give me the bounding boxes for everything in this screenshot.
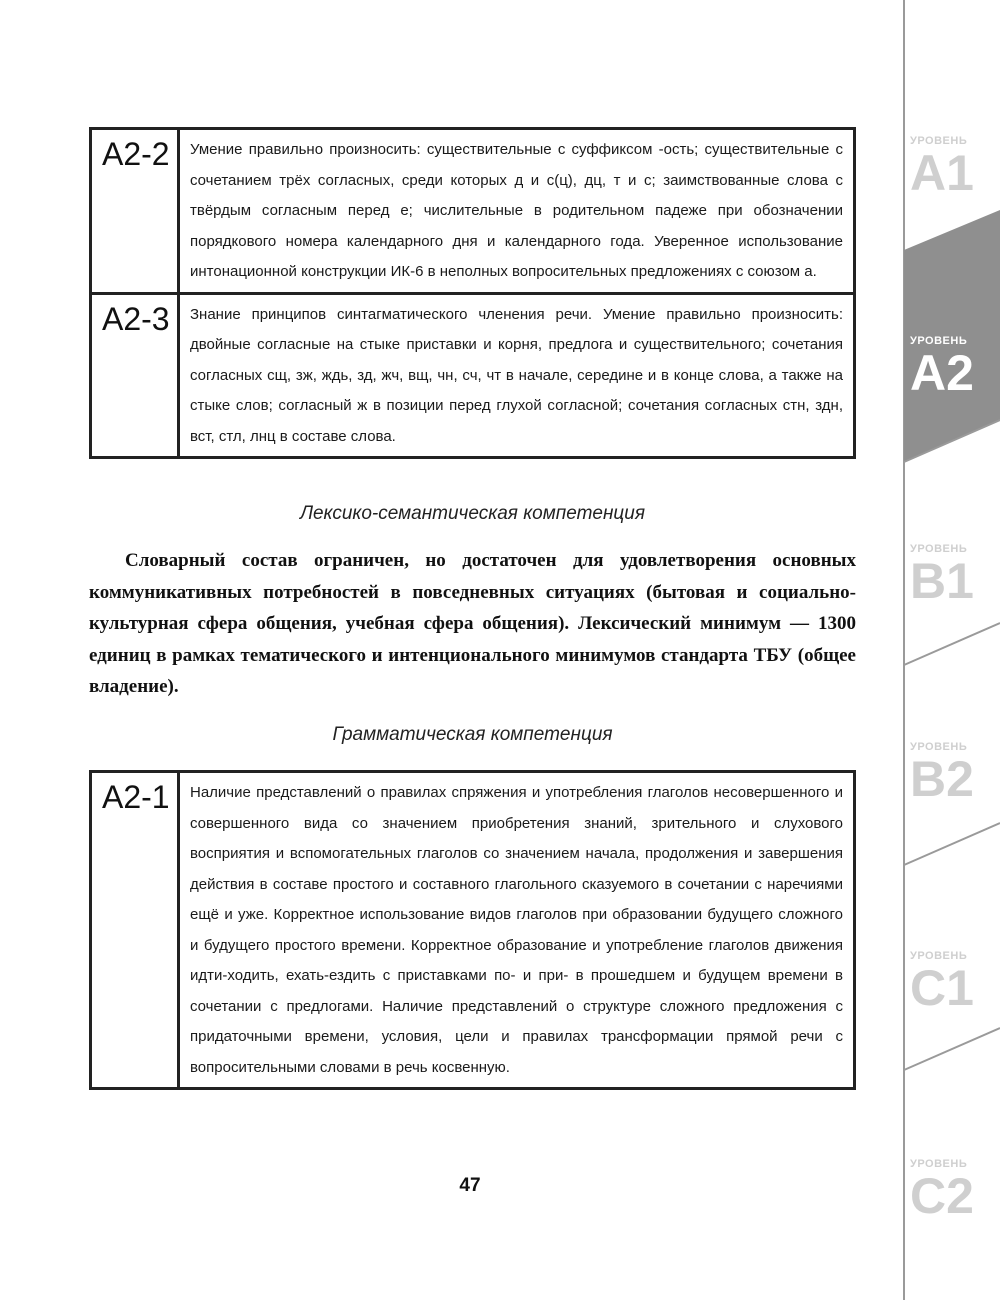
lexical-competence-heading: Лексико-семантическая компетенция xyxy=(299,503,646,524)
row-description: Наличие представлений о правилах спряжения и употребления глаголов несовершенного и совершенного вида со значением приобретения знаний, зрительного и слухового восприятия и вспомогательных глаголов со значением начала, продолжения и завершения действия в составе простого и составного глагольного сказуемого в сочетании с наречиями ещё и уже. Корректное использование видов глаголов при образовании будущего сложного и будущего простого времени. Корректное образование и употребление глаголов движения идти-ходить, ехать-ездить с приставками по- и при- в прошедшем и будущем времени в сочетании с предлогами. Наличие представлений о структуре сложного предложения с придаточными времени, условия, цели и правилах трансформации прямой речи с вопросительными словами в речь косвенную. xyxy=(179,772,855,1089)
row-code: A2-3 xyxy=(91,293,179,458)
level-tab-a2[interactable] xyxy=(910,335,1000,399)
table-row xyxy=(91,772,855,1089)
grammatical-competence-heading: Грамматическая компетенция xyxy=(332,724,613,745)
row-code: A2-2 xyxy=(91,129,179,294)
level-tab-b2[interactable] xyxy=(910,741,1000,805)
level-tab-caption: УРОВЕНЬ xyxy=(910,335,968,347)
level-tabs xyxy=(900,0,1000,1300)
level-tab-code: A2 xyxy=(910,345,974,401)
level-tab-code: C1 xyxy=(910,960,974,1016)
level-tab-code: A1 xyxy=(910,145,974,201)
vocabulary-paragraph: Словарный состав ограничен, но достаточен для удовлетворения основных коммуникативных потребностей в повседневных ситуациях (бытовая и социально-культурная сфера общения, учебная сфера общения). Лексический минимум — 1300 единиц в рамках тематического и интенционального минимумов стандарта ТБУ (общее владение). xyxy=(89,550,856,697)
table-row xyxy=(91,129,855,294)
row-description: Умение правильно произносить: существительные с суффиксом -ость; существительные с сочетанием трёх согласных, среди которых д и с(ц), дц, т и с; заимствованные слова с твёрдым согласным перед е; числительные в родительном падеже при обозначении порядкового номера календарного дня и календарного года. Уверенное использование интонационной конструкции ИК-6 в неполных вопросительных предложениях с союзом а. xyxy=(179,129,855,294)
level-tab-c1[interactable] xyxy=(910,950,1000,1014)
level-tab-caption: УРОВЕНЬ xyxy=(910,135,968,147)
table-row xyxy=(91,293,855,458)
tab-divider xyxy=(904,623,1000,665)
grammatical-competence-table xyxy=(89,770,856,1090)
level-tab-c2[interactable] xyxy=(910,1158,1000,1222)
level-tab-code: B1 xyxy=(910,553,974,609)
row-description: Знание принципов синтагматического членения речи. Умение правильно произносить: двойные согласные на стыке приставки и корня, предлога и существительного; сочетания согласных сщ, зж, ждь, зд, жч, вщ, чн, сч, чт в начале, середине и в конце слова, а также на стыке слов; согласный ж в позиции перед глухой согласной; сочетания согласных стн, здн, вст, стл, лнц в составе слова. xyxy=(179,293,855,458)
tab-divider xyxy=(904,1028,1000,1070)
page-number: 47 xyxy=(459,1175,481,1196)
level-tab-code: B2 xyxy=(910,751,974,807)
level-tab-b1[interactable] xyxy=(910,543,1000,607)
level-tab-caption: УРОВЕНЬ xyxy=(910,1158,968,1170)
tab-divider xyxy=(904,823,1000,865)
level-tab-caption: УРОВЕНЬ xyxy=(910,950,968,962)
row-code: A2-1 xyxy=(91,772,179,1089)
level-tab-a1[interactable] xyxy=(910,135,1000,199)
level-tab-caption: УРОВЕНЬ xyxy=(910,543,968,555)
phonetic-competence-table xyxy=(89,127,856,459)
level-tab-code: C2 xyxy=(910,1168,974,1224)
level-tab-caption: УРОВЕНЬ xyxy=(910,741,968,753)
